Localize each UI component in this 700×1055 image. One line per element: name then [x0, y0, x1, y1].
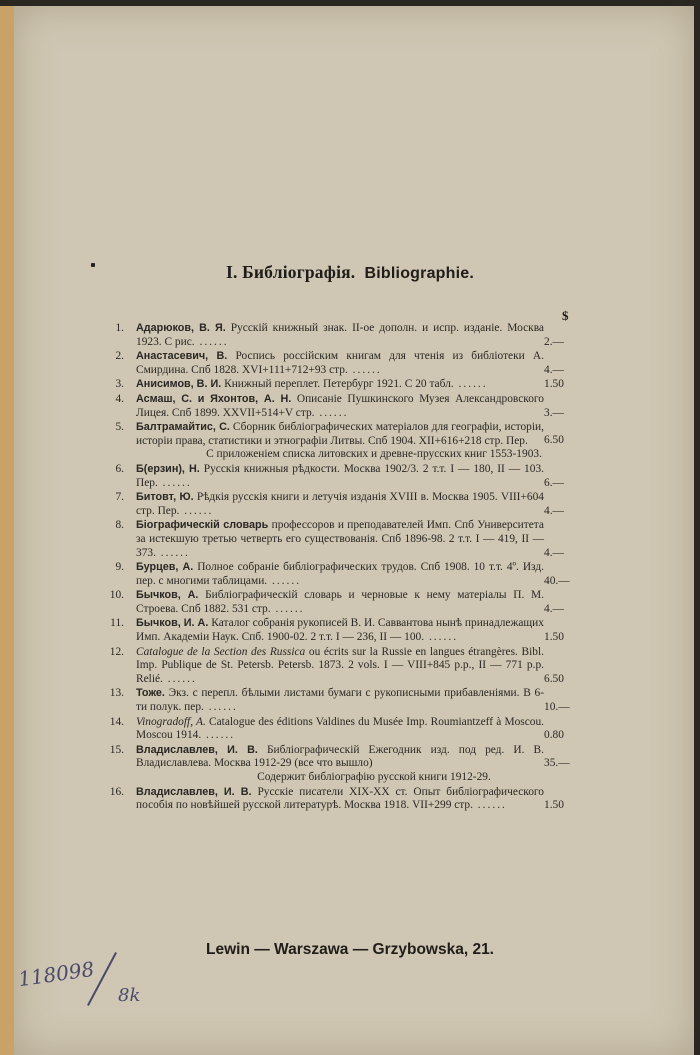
- entry-description: Описаніе Пушкинского Музея Александровского Лицея. Спб 1899. XXVII+514+V стр.: [136, 392, 544, 419]
- entry-price: 6.—: [544, 476, 564, 489]
- entry-price: 35.—: [544, 757, 570, 769]
- entry-number: 14.: [109, 715, 124, 728]
- entry-text: [136, 463, 544, 490]
- entry-text: [136, 491, 544, 518]
- heading-french: Bibliographie.: [364, 265, 475, 282]
- entry-author: Балтрамайтис, С.: [136, 421, 230, 434]
- leader-dots: ......: [270, 602, 305, 615]
- entry-author: Бычков, И. А.: [136, 617, 209, 630]
- entry-text: [136, 350, 544, 377]
- list-item: [100, 463, 590, 490]
- entry-price: 3.—: [544, 406, 564, 419]
- entry-price: 0.80: [544, 729, 564, 742]
- entry-author: Адарюков, В. Я.: [136, 322, 226, 334]
- list-item: [100, 350, 590, 377]
- entry-text: [136, 393, 544, 420]
- entry-price: 4.—: [544, 546, 564, 559]
- entry-number: 16.: [109, 785, 124, 798]
- leader-dots: ......: [453, 378, 488, 391]
- entry-italic-title: Catalogue de la Section des Russica: [136, 645, 306, 658]
- entry-description: Рѣдкія русскія книги и летучія изданія XVIII в. Москва 1905. VIII+604 стр. Пер.: [136, 491, 544, 517]
- entry-number: 1.: [115, 322, 124, 334]
- leader-dots: ......: [194, 335, 229, 348]
- entry-author: Бычков, А.: [136, 589, 199, 602]
- entry-number: 4.: [115, 392, 124, 405]
- entry-price: 6.50: [544, 434, 564, 447]
- entry-text: [136, 322, 544, 349]
- entry-description: Каталог собранія рукописей В. И. Саввантова нынѣ принадлежащих Имп. Академіи Наук. Спб. 1900-02. 2 т.т. I — 236, II — 100.: [136, 617, 544, 644]
- entry-text: [136, 519, 544, 560]
- leader-dots: ......: [472, 799, 507, 812]
- entry-price: 1.50: [544, 378, 564, 391]
- entry-number: 12.: [109, 645, 124, 658]
- entry-author: Анастасевич, В.: [136, 350, 228, 363]
- entry-number: 7.: [115, 491, 124, 504]
- list-item: [100, 322, 590, 349]
- entry-description: Русскія книжныя рѣдкости. Москва 1902/3. 2 т.т. I — 180, II — 103. Пер.: [136, 462, 544, 489]
- list-item: [100, 491, 590, 518]
- section-heading: [0, 262, 700, 283]
- entry-description: Catalogue des éditions Valdines du Musée Imp. Roumiantzeff à Moscou. Moscou 1914.: [136, 715, 544, 742]
- entry-description: ou écrits sur la Russie en langues étrangères. Bibl. Imp. Publique de St. Petersb. Petersb. 1873. 2 vols. I — VIII+845 p.p., II — 771 p.p. Relié.: [136, 645, 544, 685]
- entry-text: [136, 646, 544, 687]
- entry-description: Экз. с перепл. бѣлыми листами бумаги с рукописными прибавленіями. В 6-ти полук. пер.: [136, 687, 544, 714]
- entry-number: 8.: [115, 519, 124, 532]
- entry-text: [136, 786, 544, 813]
- list-item: [100, 519, 590, 560]
- handwritten-mark: 8k: [118, 985, 141, 1006]
- entry-price: 4.—: [544, 363, 564, 376]
- entry-author: Б(ерзин), Н.: [136, 462, 200, 475]
- page-edge: [0, 6, 14, 1055]
- entry-number: 15.: [109, 743, 124, 756]
- entry-price: 1.50: [544, 631, 564, 644]
- leader-dots: ......: [203, 701, 238, 714]
- entry-description: Роспись россійским книгам для чтенія из библіотеки А. Смирдина. Спб 1828. XVI+111+712+93 стр.: [136, 350, 544, 376]
- entry-author: Тоже.: [136, 687, 165, 700]
- entry-author: Асмаш, С. и Яхонтов, А. Н.: [136, 392, 292, 405]
- entry-price: 40.—: [544, 574, 570, 587]
- entry-italic-title: Vinogradoff, A.: [136, 715, 206, 728]
- entry-description: Библіографическій Ежегодник изд. под ред. И. В. Владиславлева. Москва 1912-29 (все что вышло): [136, 743, 544, 770]
- list-item: [100, 393, 590, 420]
- entry-author: Владиславлев, И. В.: [136, 743, 258, 756]
- entry-author: Анисимов, В. И.: [136, 378, 222, 391]
- entry-text: [136, 716, 544, 743]
- entry-author: Біографическій словарь: [136, 519, 269, 532]
- entry-number: 5.: [115, 421, 124, 434]
- leader-dots: ......: [179, 504, 214, 517]
- entry-text: [136, 421, 544, 448]
- entry-price: 10.—: [544, 701, 570, 714]
- entry-text: [136, 589, 544, 616]
- list-item: [100, 744, 590, 785]
- entry-price: 4.—: [544, 504, 564, 517]
- leader-dots: ......: [314, 406, 349, 419]
- heading-russian: I. Библіографія.: [225, 262, 356, 282]
- entry-description: Русскій книжный знак. II-ое дополн. и испр. изданіе. Москва 1923. С рис.: [136, 322, 544, 348]
- entry-price: 4.—: [544, 602, 564, 615]
- entry-text: [136, 744, 544, 771]
- entry-price: 1.50: [544, 799, 564, 812]
- list-item: [100, 646, 590, 687]
- entry-description: Русскіе писатели XIX-XX ст. Опыт библіографического пособія по новѣйшей русской литературѣ. Москва 1918. VII+299 стр.: [136, 785, 544, 812]
- entry-description: профессоров и преподавателей Имп. Спб Университета за истекшую третью четверть его существованія. Спб 1896-98. 2 т.т. I — 419, II — 373.: [136, 519, 544, 559]
- entry-text: [136, 378, 544, 392]
- entry-description: Книжный переплет. Петербург 1921. С 20 табл.: [224, 378, 454, 391]
- publisher-footer: Lewin — Warszawa — Grzybowska, 21.: [206, 941, 494, 958]
- currency-symbol: $: [562, 308, 569, 323]
- entry-text: [136, 687, 544, 714]
- entry-text: [136, 561, 544, 588]
- handwritten-number: 118098: [16, 956, 96, 992]
- entry-number: 6.: [115, 462, 124, 475]
- entry-description: Полное собраніе библіографических трудов. Спб 1908. 10 т.т. 4º. Изд. пер. с многими таблицами.: [136, 561, 544, 587]
- entry-number: 13.: [109, 687, 124, 700]
- list-item: [100, 421, 590, 462]
- list-item: [100, 786, 590, 813]
- entry-description: Библіографическій словарь и черновые к нему матеріалы П. М. Строева. Спб 1882. 531 стр.: [136, 589, 544, 615]
- entry-author: Бурцев, А.: [136, 561, 194, 574]
- list-item: [100, 589, 590, 616]
- entry-number: 3.: [115, 378, 124, 391]
- list-item: [100, 617, 590, 644]
- leader-dots: ......: [157, 476, 192, 489]
- leader-dots: ......: [201, 729, 236, 742]
- entry-price: 2.—: [544, 335, 564, 348]
- list-item: [100, 378, 590, 392]
- entry-number: 10.: [109, 589, 124, 602]
- list-item: [100, 716, 590, 743]
- entry-description: Сборник библіографических матеріалов для географіи, исторіи, исторіи права, статистики и этнографіи Литвы. Спб 1904. XII+616+218 стр. Пер.: [136, 421, 544, 447]
- entry-author: Владиславлев, И. В.: [136, 785, 252, 798]
- leader-dots: ......: [347, 363, 382, 376]
- entry-number: 11.: [110, 617, 124, 630]
- entry-note: Содержит библіографію русской книги 1912-29.: [257, 771, 491, 783]
- leader-dots: ......: [162, 672, 197, 685]
- entry-author: Битовт, Ю.: [136, 491, 194, 504]
- entry-text: [136, 617, 544, 644]
- leader-dots: ......: [267, 574, 302, 587]
- entry-number: 9.: [115, 561, 124, 574]
- leader-dots: ......: [424, 631, 459, 644]
- entry-price: 6.50: [544, 672, 564, 685]
- entry-number: 2.: [115, 350, 124, 363]
- bibliography-list: [100, 322, 590, 814]
- leader-dots: ......: [155, 546, 190, 559]
- entry-note: С приложеніем списка литовских и древне-прусских книг 1553-1903.: [206, 448, 542, 461]
- list-item: [100, 687, 590, 714]
- list-item: [100, 561, 590, 588]
